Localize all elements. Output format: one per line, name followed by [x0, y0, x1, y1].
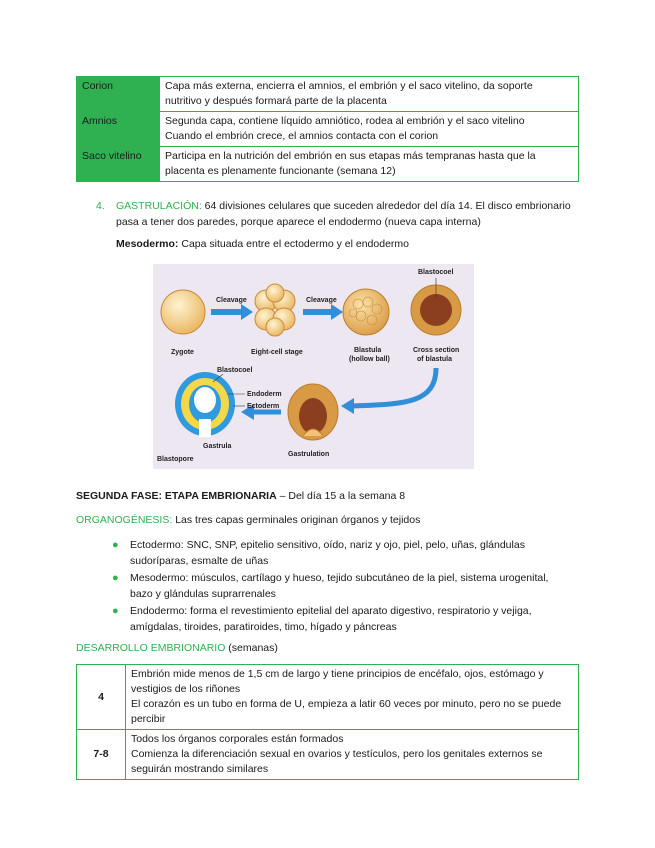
mesoderm-label: Mesodermo: [116, 238, 179, 250]
label-cleavage-1: Cleavage [216, 297, 247, 304]
membrane-description [160, 112, 579, 147]
figure-svg [153, 264, 474, 469]
description-line: Todos los órganos corporales están formados [131, 733, 344, 745]
organogenesis-line [76, 514, 420, 526]
description-line: seguirán mostrando similares [131, 763, 269, 775]
membrane-description [160, 77, 579, 112]
membrane-label: Amnios [77, 112, 160, 147]
table-row [77, 665, 579, 730]
membrane-label: Corion [77, 77, 160, 112]
bullet-icon: ● [112, 572, 119, 584]
list-item-text: amígdalas, tiroides, paratiroides, timo, hígado y páncreas [130, 620, 397, 633]
membrane-label: Saco vitelino [77, 147, 160, 182]
week-cell: 4 [77, 665, 126, 730]
list-item-text: Ectodermo: SNC, SNP, epitelio sensitivo, oído, nariz y ojo, piel, pelo, uñas, glándulas [130, 539, 525, 551]
development-title: DESARROLLO EMBRIONARIO [76, 642, 226, 654]
second-phase-title: SEGUNDA FASE: ETAPA EMBRIONARIA [76, 490, 277, 502]
gastrulation-text: pasa a tener dos paredes, porque aparece el endodermo (nueva capa interna) [116, 216, 481, 228]
organogenesis-heading: ORGANOGÉNESIS: [76, 514, 173, 526]
description-line: placenta es plenamente funcionante (semana 12) [165, 165, 396, 177]
development-heading [76, 642, 278, 654]
zygote-illustration [161, 290, 205, 334]
development-description [126, 730, 579, 780]
label-blastopore: Blastopore [157, 456, 194, 463]
gastrulation-heading: GASTRULACIÓN: [116, 200, 202, 212]
description-line: Capa más externa, encierra el amnios, el embrión y el saco vitelino, da soporte [165, 80, 533, 92]
label-cleavage-2: Cleavage [306, 297, 337, 304]
arrow-icon [341, 398, 354, 414]
table-row [77, 147, 579, 182]
table-row [77, 112, 579, 147]
bullet-icon: ● [112, 605, 119, 617]
description-line: Embrión mide menos de 1,5 cm de largo y tiene principios de encéfalo, ojos, estómago y [131, 668, 544, 680]
development-suffix: (semanas) [225, 642, 278, 654]
mesoderm-text: Capa situada entre el ectodermo y el endodermo [178, 238, 409, 250]
list-item [112, 604, 582, 635]
label-gastrulation: Gastrulation [288, 451, 330, 458]
blastula-illustration [343, 289, 389, 335]
arrow-icon [331, 304, 343, 320]
list-item-text: Mesodermo: músculos, cartílago y hueso, tejido subcutáneo de la piel, sistema urogenital, [130, 572, 549, 584]
development-description [126, 665, 579, 730]
week-cell: 7-8 [77, 730, 126, 780]
label-zygote: Zygote [171, 349, 194, 356]
label-of-blastula: of blastula [417, 356, 453, 363]
eight-cell-illustration [255, 284, 295, 336]
description-line: Cuando el embrión crece, el amnios contacta con el corion [165, 130, 439, 142]
description-line: El corazón es un tubo en forma de U, empieza a latir 60 veces por minuto, pero no se puede [131, 698, 562, 710]
organogenesis-text: Las tres capas germinales originan órganos y tejidos [172, 514, 421, 526]
label-blastula: Blastula [354, 347, 382, 354]
list-item [112, 538, 582, 569]
arrow-icon [353, 368, 436, 406]
list-item-text: bazo y glándulas suprarrenales [130, 587, 276, 600]
list-item [112, 571, 582, 602]
list-item-text: Endodermo: forma el revestimiento epitelial del aparato digestivo, respiratorio y vejiga, [130, 605, 532, 617]
label-blastocoel: Blastocoel [217, 367, 253, 374]
gastrulation-paragraph [96, 198, 576, 230]
gastrulation-text: 64 divisiones celulares que suceden alrededor del día 14. El disco embrionario [201, 200, 571, 212]
membrane-description [160, 147, 579, 182]
description-line: nutritivo y después formará parte de la placenta [165, 95, 387, 107]
label-blastocoel-top: Blastocoel [418, 269, 454, 276]
list-number: 4. [96, 200, 105, 212]
description-line: vestigios de los riñones [131, 683, 241, 695]
description-line: Participa en la nutrición del embrión en sus etapas más tempranas hasta que la [165, 150, 536, 162]
membranes-table [76, 76, 579, 182]
label-hollow-ball: (hollow ball) [349, 356, 390, 363]
second-phase-subtitle: – Del día 15 a la semana 8 [276, 490, 406, 502]
arrow-icon [241, 304, 253, 320]
bullet-icon: ● [112, 539, 119, 551]
label-endoderm: Endoderm [247, 391, 282, 398]
description-line: Comienza la diferenciación sexual en ovarios y testículos, pero los genitales externos se [131, 748, 543, 760]
label-ectoderm: Ectoderm [247, 403, 280, 410]
gastrula-illustration [175, 372, 235, 437]
label-cross-section: Cross section [413, 347, 460, 354]
label-gastrula: Gastrula [203, 443, 232, 450]
table-row [77, 730, 579, 780]
description-line: percibir [131, 713, 166, 725]
mesoderm-line [116, 238, 409, 250]
embryo-development-figure [153, 264, 474, 469]
table-row [77, 77, 579, 112]
list-item-text: sudoríparas, esmalte de uñas [130, 554, 269, 567]
development-table [76, 664, 579, 780]
description-line: Segunda capa, contiene líquido amniótico, rodea al embrión y el saco vitelino [165, 115, 525, 127]
label-eight-cell: Eight-cell stage [251, 349, 303, 356]
blastocoel-cavity [420, 294, 452, 326]
germ-layers-list [112, 538, 582, 637]
second-phase-heading [76, 490, 405, 502]
